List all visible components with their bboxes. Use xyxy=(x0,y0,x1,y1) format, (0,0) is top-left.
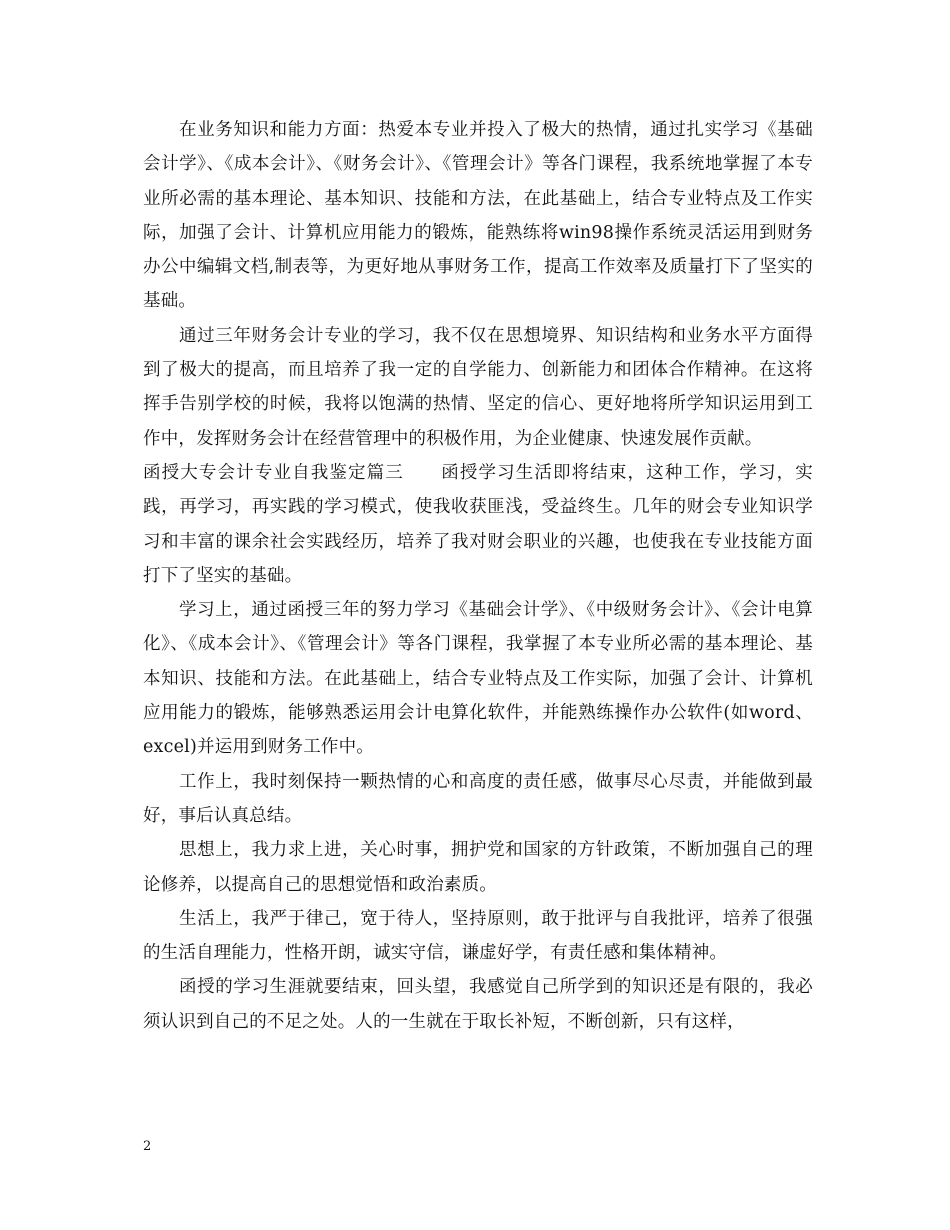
paragraph-life: 生活上，我严于律己，宽于待人，坚持原则，敢于批评与自我批评，培养了很强的生活自理能力，性格开朗，诚实守信，谦虚好学，有责任感和集体精神。 xyxy=(143,908,813,964)
document-body xyxy=(143,113,813,1039)
paragraph-business-knowledge: 在业务知识和能力方面：热爱本专业并投入了极大的热情，通过扎实学习《基础会计学》、《成本会计》、《财务会计》、《管理会计》等各门课程，我系统地掌握了本专业所必需的基本理论、基本知识、技能和方法，在此基础上，结合专业特点及工作实际，加强了会计、计算机应用能力的锻炼，能熟练将win98操作系统灵活运用到财务办公中编辑文档,制表等，为更好地从事财务工作，提高工作效率及质量打下了坚实的基础。 xyxy=(143,120,813,312)
paragraph-three-years-study: 通过三年财务会计专业的学习，我不仅在思想境界、知识结构和业务水平方面得到了极大的提高，而且培养了我一定的自学能力、创新能力和团体合作精神。在这将挥手告别学校的时候，我将以饱满的热情、坚定的信心、更好地将所学知识运用到工作中，发挥财务会计在经营管理中的积极作用，为企业健康、快速发展作贡献。 xyxy=(143,325,813,449)
paragraph-conclusion: 函授的学习生涯就要结束，回头望，我感觉自己所学到的知识还是有限的，我必须认识到自己的不足之处。人的一生就在于取长补短，不断创新，只有这样， xyxy=(143,977,813,1032)
paragraph-study: 学习上，通过函授三年的努力学习《基础会计学》、《中级财务会计》、《会计电算化》、《成本会计》、《管理会计》等各门课程，我掌握了本专业所必需的基本理论、基本知识、技能和方法。在此基础上，结合专业特点及工作实际，加强了会计、计算机应用能力的锻炼，能够熟悉运用会计电算化软件，并能熟练操作办公软件(如word、excel)并运用到财务工作中。 xyxy=(143,600,813,758)
paragraph-work: 工作上，我时刻保持一颗热情的心和高度的责任感，做事尽心尽责，并能做到最好，事后认真总结。 xyxy=(143,771,813,826)
paragraph-section-three-intro: 函授大专会计专业自我鉴定篇三 函授学习生活即将结束，这种工作，学习，实践，再学习，再实践的学习模式，使我收获匪浅，受益终生。几年的财会专业知识学习和丰富的课余社会实践经历，培养了我对财会职业的兴趣，也使我在专业技能方面打下了坚实的基础。 xyxy=(143,462,813,586)
paragraph-thought: 思想上，我力求上进，关心时事，拥护党和国家的方针政策，不断加强自己的理论修养，以提高自己的思想觉悟和政治素质。 xyxy=(143,840,813,895)
page-number: 2 xyxy=(143,1139,152,1154)
